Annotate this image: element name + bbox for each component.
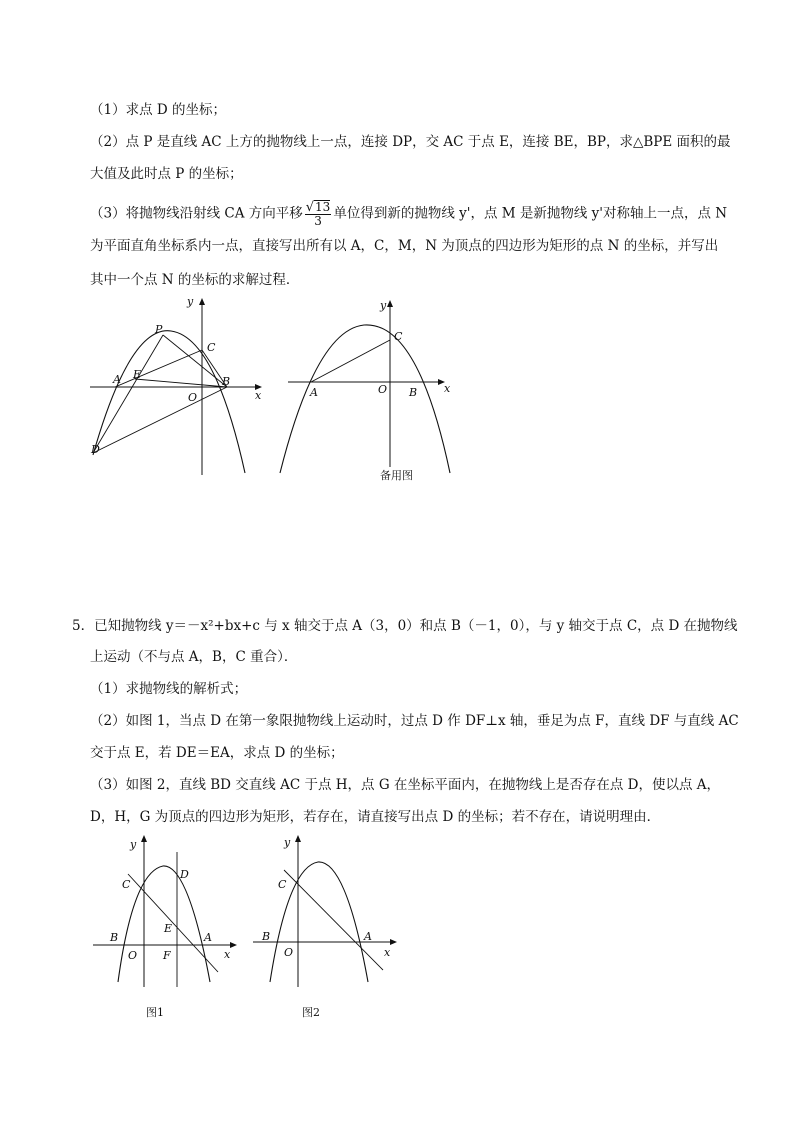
label-a: A [364, 930, 372, 943]
label-y: y [284, 836, 291, 849]
label-y: y [130, 838, 137, 851]
q4-part3-line1 [90, 200, 727, 228]
label-f: F [163, 949, 171, 962]
label-x: x [384, 946, 391, 959]
q4-part3-text-b: 单位得到新的抛物线 y'，点 M 是新抛物线 y'对称轴上一点，点 N [333, 205, 728, 222]
y-axis-arrow-icon [199, 298, 205, 305]
label-p: P [155, 323, 163, 336]
label-a: A [204, 931, 212, 944]
radical-sign-icon: √ [305, 200, 315, 215]
y-axis-arrow-icon [295, 835, 301, 842]
label-d: D [180, 868, 189, 881]
line-pb [163, 335, 227, 387]
label-d: D [91, 443, 100, 456]
label-b: B [110, 931, 119, 944]
x-axis-arrow-icon [230, 942, 237, 948]
q4-figure-backup [278, 295, 458, 480]
label-c: C [207, 341, 216, 354]
label-x: x [224, 948, 231, 961]
label-e: E [164, 922, 173, 935]
parabola [93, 331, 245, 473]
label-o: O [284, 946, 294, 959]
line-da [93, 387, 227, 453]
line-ca [284, 870, 383, 970]
label-o: O [378, 383, 388, 396]
q4-part3-text-a: （3）将抛物线沿射线 CA 方向平移 [90, 205, 303, 222]
x-axis-arrow-icon [390, 939, 397, 945]
parabola [280, 325, 450, 473]
y-axis-arrow-icon [141, 835, 147, 842]
fraction-denominator: 3 [314, 214, 322, 228]
q5-stem-line2: 上运动（不与点 A，B，C 重合）． [90, 649, 298, 665]
q5-figure-2 [248, 832, 408, 992]
q4-part3-line2: 为平面直角坐标系内一点，直接写出所有以 A，C，M，N 为顶点的四边形为矩形的点 N 的坐标，并写出 [90, 238, 719, 254]
label-y: y [380, 299, 387, 312]
label-c: C [122, 878, 131, 891]
q4-part1: （1）求点 D 的坐标； [90, 102, 226, 118]
label-a: A [113, 373, 121, 386]
figure-1-caption: 图1 [146, 1006, 164, 1019]
label-y: y [187, 295, 194, 308]
label-o: O [188, 391, 198, 404]
label-c: C [278, 878, 287, 891]
sqrt-radicand: 13 [315, 200, 331, 214]
q5-stem-line1: 5．已知抛物线 y＝－x²+bx+c 与 x 轴交于点 A（3，0）和点 B（－1，0），与 y 轴交于点 C，点 D 在抛物线 [72, 618, 738, 634]
y-axis-arrow-icon [387, 300, 393, 307]
label-b: B [409, 386, 418, 399]
q4-part2-line2: 大值及此时点 P 的坐标； [90, 166, 243, 182]
label-o: O [128, 949, 138, 962]
label-b: B [262, 930, 271, 943]
line-ca [128, 874, 218, 972]
q5-part1: （1）求抛物线的解析式； [90, 681, 248, 697]
q5-figure-1 [88, 832, 248, 992]
label-b: B [222, 375, 231, 388]
sqrt13-over-3 [305, 200, 332, 228]
figure-2-caption: 图2 [302, 1006, 320, 1019]
q5-part2-line2: 交于点 E，若 DE＝EA，求点 D 的坐标； [90, 745, 344, 761]
q4-figure-main [85, 295, 275, 480]
backup-figure-caption: 备用图 [380, 469, 413, 482]
label-e: E [133, 368, 142, 381]
label-a: A [310, 386, 318, 399]
q5-part2-line1: （2）如图 1，当点 D 在第一象限抛物线上运动时，过点 D 作 DF⊥x 轴，垂足为点 F，直线 DF 与直线 AC [90, 713, 739, 729]
q4-part3-line3: 其中一个点 N 的坐标的求解过程． [90, 272, 300, 288]
label-x: x [255, 389, 262, 402]
line-eb [135, 379, 227, 387]
q5-part3-line1: （3）如图 2，直线 BD 交直线 AC 于点 H，点 G 在坐标平面内，在抛物线上是否存在点 D，使以点 A， [90, 777, 721, 793]
label-x: x [444, 382, 451, 395]
q4-part2-line1: （2）点 P 是直线 AC 上方的抛物线上一点，连接 DP，交 AC 于点 E，连接 BE，BP，求△BPE 面积的最 [90, 134, 731, 150]
q5-part3-line2: D，H，G 为顶点的四边形为矩形，若存在，请直接写出点 D 的坐标；若不存在，请说明理由． [90, 809, 661, 825]
line-ac [311, 340, 390, 382]
label-c: C [394, 330, 403, 343]
